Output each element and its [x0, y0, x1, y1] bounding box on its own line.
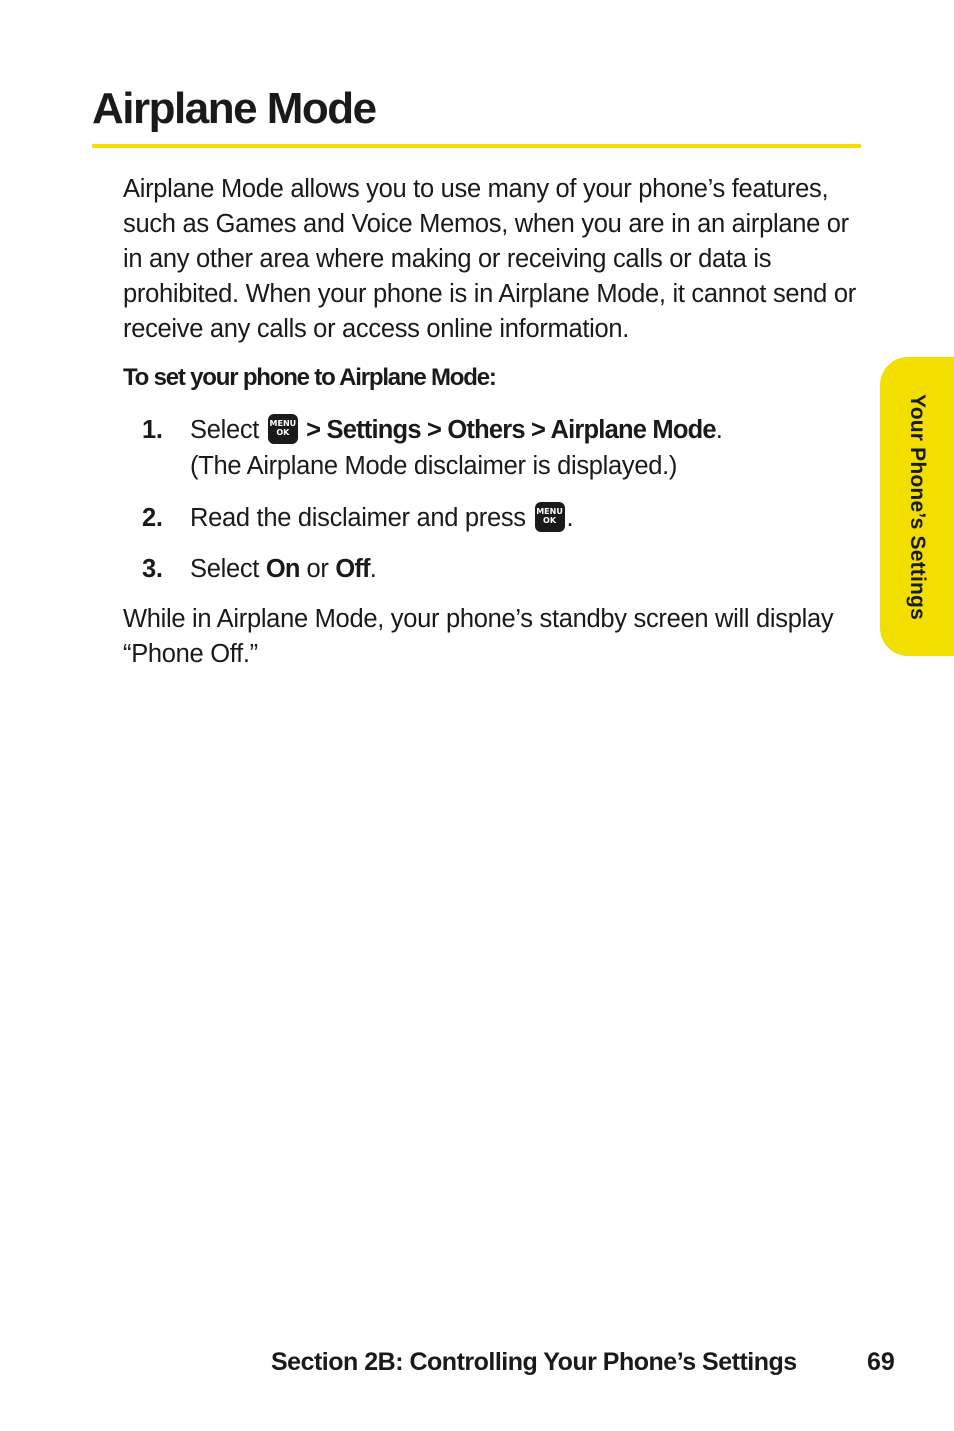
step-text: Select — [190, 416, 266, 444]
step-number: 2. — [142, 504, 163, 532]
step-body — [190, 500, 573, 536]
step-text: . — [369, 555, 377, 583]
page-number: 69 — [867, 1348, 895, 1376]
menu-ok-key-icon — [535, 502, 565, 532]
step-text: or — [299, 555, 336, 583]
key-label-menu: MENU — [536, 507, 563, 516]
key-label-menu: MENU — [269, 419, 297, 428]
step-text: . — [566, 504, 574, 532]
step-number: 3. — [142, 555, 163, 583]
intro-paragraph: Airplane Mode allows you to use many of your phone’s features, such as Games and Voice Memos, when you are in an airplane or in any other area where making or receiving calls or data is prohibited. When your phone is in Airplane Mode, it cannot send or receive any calls or access online information. — [123, 175, 856, 343]
step-text: Read the disclaimer and press — [190, 504, 533, 532]
menu-path: > Settings > Others > Airplane Mode — [299, 416, 716, 444]
step-text: . — [715, 416, 723, 444]
option-on: On — [265, 555, 300, 583]
key-label-ok: OK — [276, 428, 290, 437]
procedure-heading: To set your phone to Airplane Mode: — [123, 364, 496, 391]
step-body — [190, 412, 723, 484]
menu-ok-key-icon — [268, 414, 298, 444]
page-title: Airplane Mode — [92, 84, 376, 133]
side-tab-label: Your Phone’s Settings — [906, 394, 929, 620]
side-section-tab — [880, 357, 954, 656]
step-line — [190, 412, 723, 448]
step-text: Select — [190, 555, 266, 583]
closing-paragraph: While in Airplane Mode, your phone’s standby screen will display “Phone Off.” — [123, 605, 834, 668]
step-note: (The Airplane Mode disclaimer is displayed.) — [190, 452, 678, 480]
footer-section-title: Section 2B: Controlling Your Phone’s Settings — [271, 1348, 797, 1376]
step-body — [190, 551, 377, 587]
option-off: Off — [335, 555, 370, 583]
key-label-ok: OK — [543, 516, 557, 525]
step-number: 1. — [142, 416, 163, 444]
title-rule — [92, 144, 861, 148]
